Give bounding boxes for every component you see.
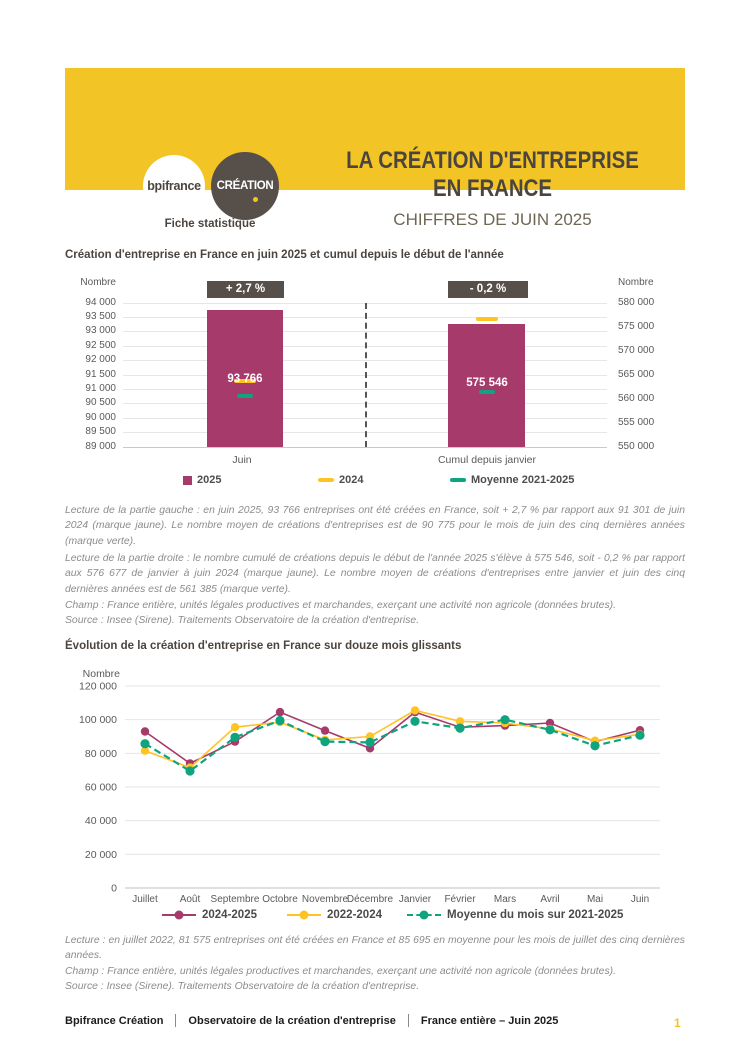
bar-value-label: 93 766 bbox=[227, 372, 263, 385]
main-subtitle: CHIFFRES DE JUIN 2025 bbox=[393, 210, 592, 229]
data-point-Moyenne du mois sur 2021-2025 bbox=[410, 717, 419, 726]
legend-label-2024: 2024 bbox=[339, 474, 364, 486]
bar-value-label: 575 546 bbox=[466, 377, 508, 390]
chart1-y-tick-left: 93 000 bbox=[85, 325, 116, 337]
chart1-y-tick-right: 580 000 bbox=[618, 296, 655, 308]
data-point-2024-2025 bbox=[321, 726, 329, 734]
chart2-x-label: Août bbox=[179, 894, 201, 905]
creation-logo-text: CRÉATION bbox=[216, 180, 274, 192]
chart1-left-axis-label: Nombre bbox=[80, 277, 116, 288]
chart1-y-tick-right: 550 000 bbox=[618, 440, 655, 452]
marker-moyenne-2021-2025 bbox=[479, 390, 495, 394]
chart1-y-tick-left: 92 000 bbox=[85, 354, 116, 366]
page-number: 1 bbox=[674, 1016, 681, 1030]
data-point-Moyenne du mois sur 2021-2025 bbox=[185, 766, 194, 775]
legend-swatch-2025 bbox=[183, 476, 192, 485]
series-line-2022-2024 bbox=[145, 710, 640, 767]
legend-label-2024-2025: 2024-2025 bbox=[202, 909, 257, 921]
legend-label-2025: 2025 bbox=[197, 474, 222, 486]
note-lecture-2: Lecture : en juillet 2022, 81 575 entreprises ont été créées en France et 85 695 en moyenne pour les mois de juillet des cinq dernières années. bbox=[65, 935, 685, 962]
chart2-x-label: Janvier bbox=[398, 894, 432, 905]
marker-2024 bbox=[476, 317, 498, 321]
legend-dot-2022-2024 bbox=[300, 911, 309, 920]
note-lecture-gauche: Lecture de la partie gauche : en juin 2025, 93 766 entreprises ont été créées en France, soit + 2,7 % par rapport aux 91 301 de juin 2024 (marque jaune). Le nombre moyen de créations d'entreprises est de 90 775 pour le mois de juin des cinq dernières années (marque verte). bbox=[65, 505, 685, 547]
marker-moyenne-2021-2025 bbox=[237, 394, 253, 398]
chart2-y-tick: 100 000 bbox=[79, 714, 117, 727]
legend-swatch-2024-2025 bbox=[162, 910, 196, 920]
legend-dot-2024-2025 bbox=[175, 911, 184, 920]
chart2-x-label: Mai bbox=[586, 894, 604, 905]
chart2-title: Évolution de la création d'entreprise en France sur douze mois glissants bbox=[65, 640, 462, 652]
chart1-y-tick-right: 560 000 bbox=[618, 392, 655, 404]
chart1-y-tick-left: 90 500 bbox=[85, 397, 116, 409]
footer-brand: Bpifrance Création bbox=[65, 1014, 164, 1027]
footer bbox=[65, 1014, 558, 1027]
chart1-category-left: Juin bbox=[232, 454, 252, 466]
legend-dot-moyenne-mois bbox=[420, 911, 429, 920]
chart1-badge-left: + 2,7 % bbox=[207, 281, 284, 298]
main-title-line2: EN FRANCE bbox=[432, 175, 552, 202]
chart2-y-axis-label: Nombre bbox=[82, 668, 120, 680]
legend-label-2022-2024: 2022-2024 bbox=[327, 909, 382, 921]
chart2-x-label: Décembre bbox=[346, 894, 394, 905]
legend-swatch-2024 bbox=[318, 478, 334, 482]
chart2-x-label: Avril bbox=[540, 894, 560, 905]
note-lecture-droite: Lecture de la partie droite : le nombre cumulé de créations depuis le début de l'année 2025 s'élève à 575 546, soit - 0,2 % par rapport aux 576 677 de janvier à juin 2024 (marque jaune). Le nombre moyen de créations d'entreprises entre janvier et juin des cinq dernières années est de 561 385 (marque verte). bbox=[65, 553, 685, 595]
header-titles bbox=[235, 147, 750, 233]
footer-separator-icon bbox=[408, 1014, 409, 1027]
chart2-x-label: Juillet bbox=[132, 894, 158, 905]
chart2-legend-item-2024-2025 bbox=[162, 909, 257, 921]
chart2-legend-item-2022-2024 bbox=[287, 909, 382, 921]
chart2-x-label: Novembre bbox=[301, 894, 349, 905]
data-point-Moyenne du mois sur 2021-2025 bbox=[500, 715, 509, 724]
series-line-Moyenne du mois sur 2021-2025 bbox=[145, 720, 640, 771]
legend-label-moyenne-mois: Moyenne du mois sur 2021-2025 bbox=[447, 909, 624, 921]
data-point-Moyenne du mois sur 2021-2025 bbox=[140, 739, 149, 748]
chart1-y-tick-left: 89 000 bbox=[85, 440, 116, 452]
chart1-y-tick-left: 92 500 bbox=[85, 339, 116, 351]
chart1-y-tick-left: 91 500 bbox=[85, 368, 116, 380]
legend-label-moyenne: Moyenne 2021-2025 bbox=[471, 474, 575, 486]
data-point-Moyenne du mois sur 2021-2025 bbox=[320, 737, 329, 746]
legend-swatch-2022-2024 bbox=[287, 910, 321, 920]
footer-separator-icon bbox=[175, 1014, 176, 1027]
chart1-badge-right: - 0,2 % bbox=[448, 281, 528, 298]
chart1-y-tick-left: 90 000 bbox=[85, 411, 116, 423]
chart2-x-label: Mars bbox=[493, 894, 517, 905]
chart1-legend-item-2025 bbox=[183, 474, 221, 486]
chart1-category-right: Cumul depuis janvier bbox=[437, 454, 537, 466]
chart2-x-label: Septembre bbox=[210, 894, 260, 905]
data-point-2024-2025 bbox=[141, 727, 149, 735]
chart2-x-label: Juin bbox=[630, 894, 650, 905]
footer-observatoire: Observatoire de la création d'entreprise bbox=[188, 1014, 396, 1027]
note-source-2: Source : Insee (Sirene). Traitements Observatoire de la création d'entreprise. bbox=[65, 981, 420, 992]
chart1-y-tick-right: 565 000 bbox=[618, 368, 655, 380]
chart1-legend-item-2024 bbox=[318, 474, 363, 486]
chart1-y-tick-right: 570 000 bbox=[618, 344, 655, 356]
data-point-Moyenne du mois sur 2021-2025 bbox=[635, 731, 644, 740]
chart1-title: Création d'entreprise en France en juin 2025 et cumul depuis le début de l'année bbox=[65, 249, 504, 261]
header-banner bbox=[65, 68, 685, 230]
chart2-x-label: Février bbox=[444, 894, 476, 905]
data-point-Moyenne du mois sur 2021-2025 bbox=[590, 741, 599, 750]
chart1-dashed-divider bbox=[365, 303, 367, 447]
note-champ-1: Champ : France entière, unités légales productives et marchandes, exerçant une activité non agricole (données brutes). bbox=[65, 600, 617, 611]
data-point-2024-2025 bbox=[276, 708, 284, 716]
data-point-Moyenne du mois sur 2021-2025 bbox=[545, 725, 554, 734]
data-point-Moyenne du mois sur 2021-2025 bbox=[365, 738, 374, 747]
tagline: Fiche statistique bbox=[164, 218, 256, 230]
footer-scope-date: France entière – Juin 2025 bbox=[420, 1014, 559, 1027]
main-title-line1: LA CRÉATION D'ENTREPRISE bbox=[346, 147, 639, 174]
legend-swatch-moyenne bbox=[450, 478, 466, 482]
chart2-y-tick: 0 bbox=[111, 882, 117, 895]
chart2-y-tick: 60 000 bbox=[84, 781, 117, 794]
chart2-y-tick: 20 000 bbox=[84, 848, 117, 861]
chart1-right-axis-label: Nombre bbox=[618, 277, 654, 288]
chart1-y-tick-left: 89 500 bbox=[85, 426, 116, 438]
chart2-legend-item-moyenne-mois bbox=[407, 909, 623, 921]
chart1-y-tick-left: 91 000 bbox=[85, 382, 116, 394]
data-point-Moyenne du mois sur 2021-2025 bbox=[275, 716, 284, 725]
chart2-y-tick: 120 000 bbox=[79, 680, 117, 693]
chart2-y-tick: 80 000 bbox=[84, 747, 117, 760]
data-point-Moyenne du mois sur 2021-2025 bbox=[230, 733, 239, 742]
chart1-y-tick-right: 575 000 bbox=[618, 320, 655, 332]
bpifrance-logo bbox=[143, 155, 205, 217]
chart2-line-chart bbox=[60, 664, 675, 914]
chart1-y-tick-left: 93 500 bbox=[85, 310, 116, 322]
chart1-y-tick-left: 94 000 bbox=[85, 296, 116, 308]
data-point-2022-2024 bbox=[231, 723, 239, 731]
bpifrance-logo-text: bpifrance bbox=[147, 179, 201, 193]
note-champ-2: Champ : France entière, unités légales productives et marchandes, exerçant une activité non agricole (données brutes). bbox=[65, 966, 617, 977]
chart2-y-tick: 40 000 bbox=[84, 815, 117, 828]
chart1-legend-item-moyenne bbox=[450, 474, 574, 486]
chart2-x-label: Octobre bbox=[262, 894, 298, 905]
data-point-Moyenne du mois sur 2021-2025 bbox=[455, 724, 464, 733]
note-source-1: Source : Insee (Sirene). Traitements Observatoire de la création d'entreprise. bbox=[65, 615, 420, 626]
legend-swatch-moyenne-mois bbox=[407, 910, 441, 920]
data-point-2022-2024 bbox=[411, 706, 419, 714]
chart1-y-tick-right: 555 000 bbox=[618, 416, 655, 428]
